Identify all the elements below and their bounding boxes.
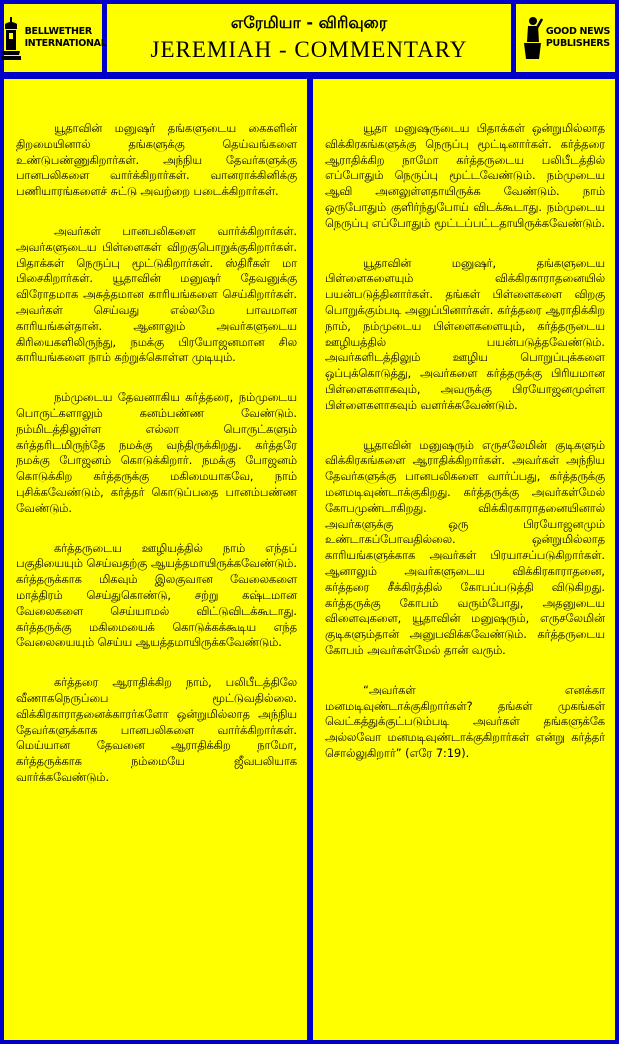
right-column [313,79,615,1040]
preacher-icon [521,15,543,61]
right-logo-line-2: PUBLISHERS [545,38,610,49]
paragraph: யூதா மனுஷருடைய பிதாக்கள் ஒன்றுமில்லாத விக்கிரகங்களுக்கு நெருப்பு மூட்டினார்கள். கர்த்தரை ஆராதிக்கிற நாமோ கர்த்தருடைய பலிபீடத்தில் எப்போதும் நெருப்பு மூட்டவேண்டும். நம்முடைய ஆவி அனலுள்ளதாயிருக்க வேண்டும். நாம் ஒருபோதும் குளிர்ந்துபோய் விடக்கூடாது. நம்முடைய நெருப்பு எப்போதும் மூட்டப்பட்டதாயிருக்கவேண்டும். [325,122,605,230]
paragraph: அவர்கள் பானபலிகளை வார்க்கிறார்கள். அவர்களுடைய பிள்ளைகள் விறகுபொறுக்குகிறார்கள். பிதாக்கள் நெருப்பு மூட்டுகிறார்கள். ஸ்திரீகள் மா பிசைகிறார்கள். யூதாவின் மனுஷர் தேவனுக்கு விரோதமாக அசுத்தமான காரியங்களை செய்கிறார்கள். அவர்கள் செய்வது எல்லமே பாவமான காரியங்கள்தான். ஆனாலும் அவர்களுடைய கிரியைகளிலிருந்து, நமக்கு பிரயோஜனமான சில காரியங்களை நாம் கற்றுக்கொள்ள முடியும். [16,224,297,365]
right-logo-line-1: GOOD NEWS [545,26,611,37]
good-news-publishers-logo [516,4,615,72]
paragraph: கர்த்தருடைய ஊழியத்தில் நாம் எந்தப் பகுதியையும் செய்வதற்கு ஆயத்தமாயிருக்கவேண்டும். கர்த்தருக்காக மிகவும் இலகுவான வேலைகளை மாத்திரம் செய்துகொண்டு, சற்று கஷ்டமான வேலைகளை செய்யாமல் விட்டுவிடக்கூடாது. கர்த்தருக்கு மகிமையைக் கொடுக்கக்கூடிய எந்த வேலையையும் செய்ய ஆயத்தமாயிருக்கவேண்டும். [16,541,297,650]
paragraph: “அவர்கள் எனக்கா மனமடிவுண்டாக்குகிறார்கள்? தங்கள் முகங்கள் வெட்கத்துக்குட்படும்படி அவர்கள் தங்களுக்கே அல்லவோ மனமடிவுண்டாக்குகிறார்கள் என்று கர்த்தர் சொல்லுகிறார்” (எரே 7:19). [325,683,605,760]
title-banner [107,4,511,72]
paragraph: கர்த்தரை ஆராதிக்கிற நாம், பலிபீடத்திலே வீணாகநெருப்பை மூட்டுவதில்லை. விக்கிரகாராதனைக்காரர்களோ ஒன்றுமில்லாத அந்நிய தேவர்களுக்காக பானபலிகளை வார்க்கிறார்கள். மெய்யான தேவனை ஆராதிக்கிற நாமோ, கர்த்தருக்காக நம்மையே ஜீவபலியாக வார்க்கவேண்டும். [16,676,297,784]
paragraph: யூதாவின் மனுஷரும் எருசலேமின் குடிகளும் விக்கிரகங்களை ஆராதிக்கிறார்கள். அவர்கள் அந்நிய தேவர்களுக்கு பானபலிகளை வார்ப்பது, கர்த்தருக்கு மனமடிவுண்டாக்குகிறது. கர்த்தருக்கு அவர்கள்மேல் கோபமுண்டாகிறது. விக்கிரகாராதனையினால் அவர்களுக்கு ஒரு பிரயோஜனமும் உண்டாகப்போவதில்லை. ஒன்றுமில்லாத காரியங்களுக்காக அவர்கள் பிரயாசப்படுகிறார்கள். ஆனாலும் அவர்களுடைய விக்கிரகாராதனை, கர்த்தரை சீக்கிரத்தில் கோபப்படுத்தி விடுகிறது. கர்த்தருக்கு கோபம் வரும்போது, அதனுடைய விளைவுகளை, யூதாவின் மனுஷரும், எருசலேமின் குடிகளும்தான் அனுபவிக்கவேண்டும். கர்த்தருடைய கோபம் அவர்கள்மேல் தான் வரும். [325,438,605,657]
left-logo-line-1: BELLWETHER [24,26,92,37]
bellwether-logo [4,4,107,72]
left-column [4,79,307,1040]
left-logo-line-2: INTERNATIONAL [24,38,107,49]
paragraph: யூதாவின் மனுஷர் தங்களுடைய கைகளின் திறமையினால் தங்களுக்கு தெய்வங்களை உண்டுபண்ணுகிறார்கள். அந்நிய தேவர்களுக்கு பானபலிகளை வார்க்கிறார்கள். வானராக்கினிக்கு பணியாரங்களைச் சுட்டு அவற்றை படைக்கிறார்கள். [16,122,297,199]
tamil-title: எரேமியா - விரிவுரை [230,13,388,32]
paragraph: யூதாவின் மனுஷர், தங்களுடைய பிள்ளைகளையும் விக்கிரகாராதனையில் பயன்படுத்தினார்கள். தங்கள் பிள்ளைகளை விறகு பொறுக்கும்படி அனுப்பினார்கள். கர்த்தரை ஆராதிக்கிற நாம், நம்முடைய பிள்ளைகளையும், கர்த்தருடைய ஊழியத்தில் பயன்படுத்தவேண்டும். அவர்களிடத்திலும் ஊழிய பொறுப்புக்களை ஒப்புக்கொடுத்து, அவர்களை கர்த்தருக்கு பிரியமான பிள்ளைகளாகவும், அவருக்கு பிரயோஜனமுள்ள பிள்ளைகளாகவும் வளர்க்கவேண்டும். [325,256,605,412]
english-title: JEREMIAH - COMMENTARY [150,37,468,62]
paragraph: நம்முடைய தேவனாகிய கர்த்தரை, நம்முடைய பொருட்களாலும் கனம்பண்ண வேண்டும். நம்மிடத்திலுள்ள எல்லா பொருட்களும் கர்த்தரிடமிருந்தே நமக்கு வந்திருக்கிறது. கர்த்தரே நமக்கு போஜனம் கொடுக்கிறார். நமக்கு போஜனம் கொடுக்கிற கர்த்தருக்கு மகிமையாகவே, நாம் புசிக்கவேண்டும், கர்த்தர் கொடுப்பதை பானம்பண்ண வேண்டும். [16,391,297,515]
bell-tower-icon [0,15,22,61]
